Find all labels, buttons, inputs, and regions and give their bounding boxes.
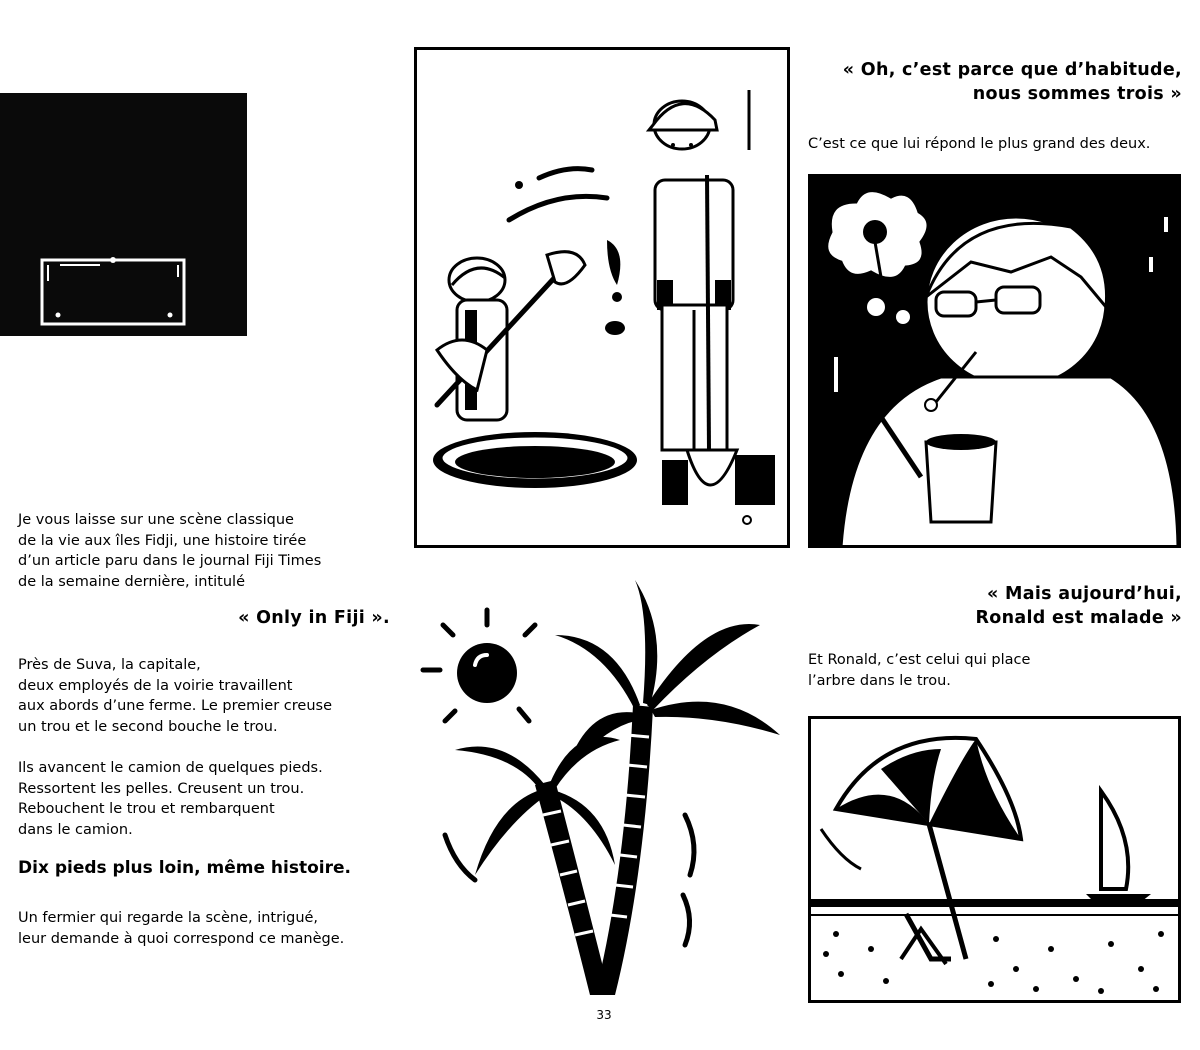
paragraph-3 bbox=[18, 908, 408, 949]
quote-2 bbox=[800, 582, 1182, 630]
paragraph-1 bbox=[18, 655, 408, 737]
paragraph-line: Ressortent les pelles. Creusent un trou. bbox=[18, 780, 305, 797]
panel-beach bbox=[808, 716, 1181, 1003]
palm-trees-illustration bbox=[415, 575, 795, 1005]
intro-text bbox=[18, 510, 408, 592]
only-in-fiji bbox=[18, 606, 390, 630]
quote-1 bbox=[800, 58, 1182, 106]
quote-1-line-1: « Oh, c’est parce que d’habitude, bbox=[842, 60, 1182, 80]
paragraph-line: un trou et le second bouche le trou. bbox=[18, 718, 278, 735]
emphasis-text: Dix pieds plus loin, même histoire. bbox=[18, 858, 351, 878]
black-block bbox=[0, 93, 247, 336]
reply-1 bbox=[808, 134, 1193, 155]
sick-person-illustration bbox=[811, 177, 1178, 545]
quote-2-line-2: Ronald est malade » bbox=[975, 608, 1182, 628]
reply-1-text: C’est ce que lui répond le plus grand des deux. bbox=[808, 136, 1151, 152]
reply-2-line: l’arbre dans le trou. bbox=[808, 672, 951, 689]
paragraph-2 bbox=[18, 758, 408, 840]
paragraph-line: aux abords d’une ferme. Le premier creuse bbox=[18, 698, 332, 714]
only-in-fiji-text: « Only in Fiji ». bbox=[238, 608, 390, 628]
palm-tree-icon bbox=[415, 575, 795, 1005]
panel-workers bbox=[414, 47, 790, 548]
beach-umbrella-illustration bbox=[811, 719, 1178, 1000]
paragraph-line: Près de Suva, la capitale, bbox=[18, 657, 201, 673]
paragraph-line: Ils avancent le camion de quelques pieds. bbox=[18, 760, 323, 776]
workers-illustration bbox=[417, 50, 787, 545]
frame-icon bbox=[0, 93, 247, 336]
panel-sick-ronald bbox=[808, 174, 1181, 548]
paragraph-line: Un fermier qui regarde la scène, intrigué, bbox=[18, 910, 319, 926]
reply-2-line: Et Ronald, c’est celui qui place bbox=[808, 652, 1031, 668]
paragraph-line: Rebouchent le trou et rembarquent bbox=[18, 801, 275, 817]
reply-2 bbox=[808, 650, 1193, 691]
paragraph-line: dans le camion. bbox=[18, 821, 133, 838]
intro-line: Je vous laisse sur une scène classique bbox=[18, 512, 294, 528]
page-number bbox=[586, 1005, 622, 1026]
quote-1-line-2: nous sommes trois » bbox=[972, 84, 1182, 104]
intro-line: de la vie aux îles Fidji, une histoire tirée bbox=[18, 532, 307, 549]
intro-line: de la semaine dernière, intitulé bbox=[18, 573, 246, 590]
intro-line: d’un article paru dans le journal Fiji Times bbox=[18, 553, 322, 569]
paragraph-line: leur demande à quoi correspond ce manège. bbox=[18, 930, 345, 947]
page-number-text: 33 bbox=[596, 1008, 612, 1022]
quote-2-line-1: « Mais aujourd’hui, bbox=[987, 584, 1182, 604]
paragraph-line: deux employés de la voirie travaillent bbox=[18, 677, 293, 694]
emphasis-line bbox=[18, 856, 408, 880]
